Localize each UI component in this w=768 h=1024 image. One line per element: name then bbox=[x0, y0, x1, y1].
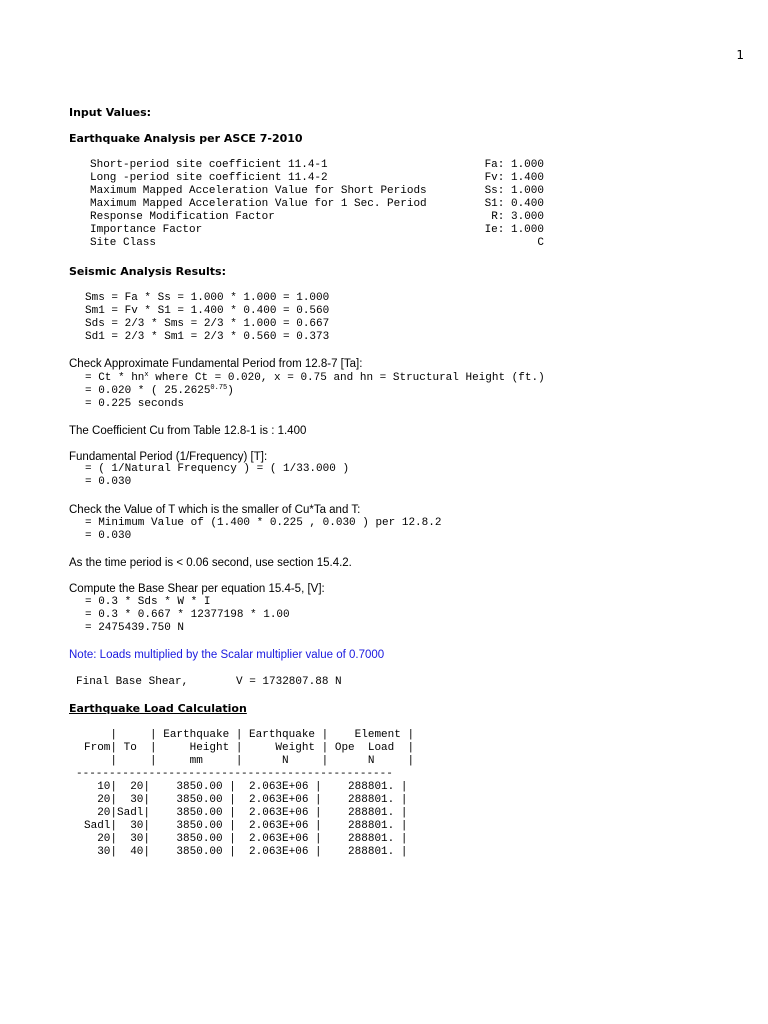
fundamental-period-title: Fundamental Period (1/Frequency) [T]: bbox=[69, 451, 268, 463]
table-separator: ------------------------------------------------ bbox=[76, 768, 393, 780]
t-check-line: = 0.030 bbox=[85, 530, 132, 542]
table-header-line: | | Earthquake | Earthquake | Element | bbox=[84, 729, 415, 741]
earthquake-analysis-heading: Earthquake Analysis per ASCE 7-2010 bbox=[69, 132, 303, 145]
fundamental-period-line: = ( 1/Natural Frequency ) = ( 1/33.000 ) bbox=[85, 463, 350, 475]
period-check-line: = 0.020 * ( $25.2625^{0.75}$) bbox=[85, 384, 234, 397]
period-check-line: = Ct * $hn^x$ where Ct = 0.020, x = 0.75 and hn = Structural Height (ft.) bbox=[85, 371, 545, 384]
input-value: Ss: 1.000 bbox=[484, 185, 544, 197]
t-check-title: Check the Value of T which is the smaller of Cu*Ta and T: bbox=[69, 504, 361, 516]
input-label: Maximum Mapped Acceleration Value for 1 Sec. Period bbox=[90, 198, 427, 210]
seismic-line: Sm1 = Fv * S1 = 1.400 * 0.400 = 0.560 bbox=[85, 305, 330, 317]
page-number: 1 bbox=[736, 48, 744, 62]
base-shear-line: = 0.3 * Sds * W * I bbox=[85, 596, 211, 608]
table-header-line: | | mm | N | N | bbox=[84, 755, 415, 767]
input-value: Ie: 1.000 bbox=[484, 224, 544, 236]
load-calculation-heading: Earthquake Load Calculation bbox=[69, 702, 247, 715]
base-shear-title: Compute the Base Shear per equation 15.4-5, [V]: bbox=[69, 583, 325, 595]
seismic-line: Sd1 = 2/3 * Sm1 = 2/3 * 0.560 = 0.373 bbox=[85, 331, 330, 343]
input-value: S1: 0.400 bbox=[484, 198, 544, 210]
seismic-line: Sds = 2/3 * Sms = 2/3 * 1.000 = 0.667 bbox=[85, 318, 330, 330]
seismic-results-heading: Seismic Analysis Results: bbox=[69, 265, 226, 278]
final-base-shear-label: Final Base Shear, bbox=[76, 676, 189, 688]
table-row: 20| 30| 3850.00 | 2.063E+06 | 288801. | bbox=[84, 794, 408, 806]
table-row: 20|Sadl| 3850.00 | 2.063E+06 | 288801. | bbox=[84, 807, 408, 819]
input-label: Importance Factor bbox=[90, 224, 203, 236]
seismic-line: Sms = Fa * Ss = 1.000 * 1.000 = 1.000 bbox=[85, 292, 330, 304]
input-value: C bbox=[537, 237, 544, 249]
table-row: 20| 30| 3850.00 | 2.063E+06 | 288801. | bbox=[84, 833, 408, 845]
input-value: Fv: 1.400 bbox=[484, 172, 544, 184]
t-check-line: = Minimum Value of (1.400 * 0.225 , 0.030 ) per 12.8.2 bbox=[85, 517, 442, 529]
base-shear-line: = 2475439.750 N bbox=[85, 622, 185, 634]
final-base-shear-value: V = 1732807.88 N bbox=[236, 676, 342, 688]
input-label: Site Class bbox=[90, 237, 157, 249]
input-value: Fa: 1.000 bbox=[484, 159, 544, 171]
period-check-line: = 0.225 seconds bbox=[85, 398, 185, 410]
input-label: Maximum Mapped Acceleration Value for Short Periods bbox=[90, 185, 427, 197]
input-value: R: 3.000 bbox=[491, 211, 544, 223]
fundamental-period-line: = 0.030 bbox=[85, 476, 132, 488]
table-row: 30| 40| 3850.00 | 2.063E+06 | 288801. | bbox=[84, 846, 408, 858]
input-label: Long -period site coefficient 11.4-2 bbox=[90, 172, 328, 184]
table-row: 10| 20| 3850.00 | 2.063E+06 | 288801. | bbox=[84, 781, 408, 793]
input-label: Short-period site coefficient 11.4-1 bbox=[90, 159, 328, 171]
base-shear-line: = 0.3 * 0.667 * 12377198 * 1.00 bbox=[85, 609, 290, 621]
scalar-multiplier-note: Note: Loads multiplied by the Scalar multiplier value of 0.7000 bbox=[69, 649, 385, 661]
table-header-line: From| To | Height | Weight | Ope Load | bbox=[84, 742, 415, 754]
time-period-note: As the time period is < 0.06 second, use section 15.4.2. bbox=[69, 557, 352, 569]
table-row: Sadl| 30| 3850.00 | 2.063E+06 | 288801. | bbox=[84, 820, 408, 832]
input-values-heading: Input Values: bbox=[69, 106, 152, 119]
period-check-title: Check Approximate Fundamental Period from 12.8-7 [Ta]: bbox=[69, 358, 363, 370]
input-label: Response Modification Factor bbox=[90, 211, 275, 223]
cu-coefficient-line: The Coefficient Cu from Table 12.8-1 is : 1.400 bbox=[69, 425, 307, 437]
